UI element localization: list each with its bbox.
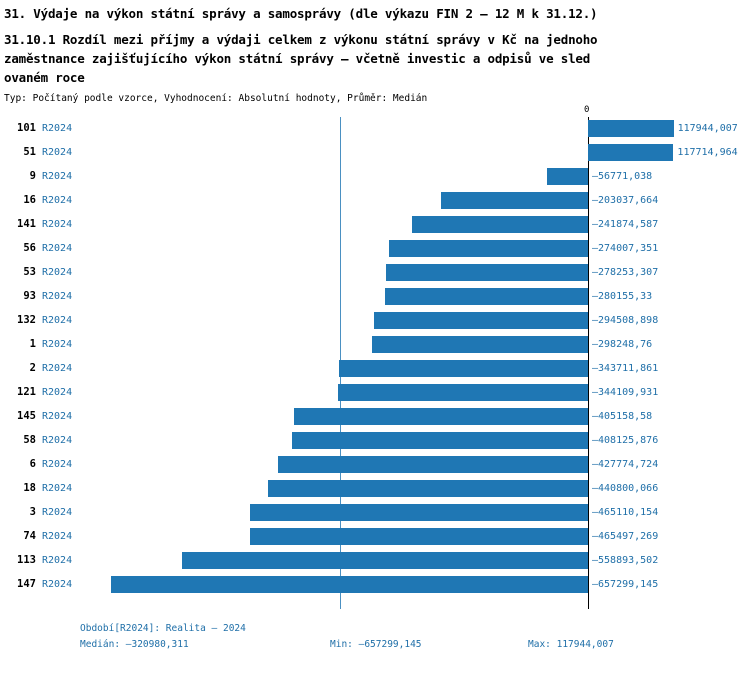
bar-value-label: –405158,58 xyxy=(592,411,653,422)
bar-value-label: –203037,664 xyxy=(592,195,659,206)
row-series-label: R2024 xyxy=(42,483,73,494)
bar-value-label: –657299,145 xyxy=(592,579,659,590)
bar xyxy=(588,120,674,137)
bar-value-label: –278253,307 xyxy=(592,267,659,278)
row-series-label: R2024 xyxy=(42,579,73,590)
row-series-label: R2024 xyxy=(42,291,73,302)
chart-subtitle xyxy=(0,22,750,87)
row-category-id: 56 xyxy=(23,242,36,254)
table-row xyxy=(0,165,750,189)
bar-rows xyxy=(0,117,750,617)
bar xyxy=(372,336,588,353)
bar-value-label: –558893,502 xyxy=(592,555,659,566)
legend-entry: Období[R2024]: Realita – 2024 xyxy=(80,623,246,634)
row-series-label: R2024 xyxy=(42,219,73,230)
median-value: Medián: –320980,311 xyxy=(80,639,189,650)
bar-value-label: –294508,898 xyxy=(592,315,659,326)
bar-value-label: 117714,964 xyxy=(677,147,738,158)
table-row xyxy=(0,549,750,573)
row-category-id: 58 xyxy=(23,434,36,446)
row-series-label: R2024 xyxy=(42,387,73,398)
table-row xyxy=(0,141,750,165)
bar xyxy=(338,384,588,401)
bar-value-label: –241874,587 xyxy=(592,219,659,230)
row-category-id: 16 xyxy=(23,194,36,206)
bar-value-label: –440800,066 xyxy=(592,483,659,494)
row-category-id: 18 xyxy=(23,482,36,494)
table-row xyxy=(0,381,750,405)
row-series-label: R2024 xyxy=(42,195,73,206)
subtitle-line-3: ovaném roce xyxy=(4,70,85,85)
row-category-id: 141 xyxy=(17,218,36,230)
bar xyxy=(268,480,588,497)
row-category-id: 113 xyxy=(17,554,36,566)
bar-value-label: –427774,724 xyxy=(592,459,659,470)
bar xyxy=(374,312,588,329)
row-category-id: 2 xyxy=(29,362,36,374)
bar-value-label: 117944,007 xyxy=(677,123,738,134)
row-series-label: R2024 xyxy=(42,315,73,326)
subtitle-line-1: 31.10.1 Rozdíl mezi příjmy a výdaji celkem z výkonu státní správy v Kč na jednoho xyxy=(4,32,598,47)
bar xyxy=(385,288,588,305)
bar-value-label: –344109,931 xyxy=(592,387,659,398)
row-series-label: R2024 xyxy=(42,267,73,278)
row-series-label: R2024 xyxy=(42,123,73,134)
bar xyxy=(386,264,588,281)
table-row xyxy=(0,453,750,477)
row-series-label: R2024 xyxy=(42,243,73,254)
row-category-id: 147 xyxy=(17,578,36,590)
row-category-id: 51 xyxy=(23,146,36,158)
bar xyxy=(294,408,588,425)
table-row xyxy=(0,333,750,357)
chart-plot-area xyxy=(0,105,750,617)
subtitle-line-2: zaměstnance zajišťujícího výkon státní správy – včetně investic a odpisů ve sled xyxy=(4,51,591,66)
chart-footer xyxy=(0,623,750,663)
table-row xyxy=(0,501,750,525)
row-category-id: 9 xyxy=(29,170,36,182)
row-category-id: 132 xyxy=(17,314,36,326)
bar-value-label: –465110,154 xyxy=(592,507,659,518)
table-row xyxy=(0,213,750,237)
bar xyxy=(389,240,588,257)
bar xyxy=(250,504,588,521)
row-series-label: R2024 xyxy=(42,531,73,542)
row-series-label: R2024 xyxy=(42,555,73,566)
row-series-label: R2024 xyxy=(42,507,73,518)
row-series-label: R2024 xyxy=(42,147,73,158)
bar-value-label: –408125,876 xyxy=(592,435,659,446)
page-title: 31. Výdaje na výkon státní správy a samosprávy (dle výkazu FIN 2 – 12 M k 31.12.) xyxy=(4,6,598,21)
row-category-id: 53 xyxy=(23,266,36,278)
bar-value-label: –56771,038 xyxy=(592,171,653,182)
table-row xyxy=(0,525,750,549)
table-row xyxy=(0,573,750,597)
table-row xyxy=(0,405,750,429)
table-row xyxy=(0,117,750,141)
bar-value-label: –298248,76 xyxy=(592,339,653,350)
bar xyxy=(547,168,588,185)
table-row xyxy=(0,357,750,381)
table-row xyxy=(0,429,750,453)
row-category-id: 145 xyxy=(17,410,36,422)
zero-axis-label: 0 xyxy=(584,105,590,115)
row-series-label: R2024 xyxy=(42,171,73,182)
bar xyxy=(441,192,588,209)
row-category-id: 74 xyxy=(23,530,36,542)
row-category-id: 3 xyxy=(29,506,36,518)
bar xyxy=(339,360,588,377)
row-category-id: 1 xyxy=(29,338,36,350)
row-series-label: R2024 xyxy=(42,363,73,374)
table-row xyxy=(0,285,750,309)
bar-value-label: –465497,269 xyxy=(592,531,659,542)
row-category-id: 93 xyxy=(23,290,36,302)
chart-meta: Typ: Počítaný podle vzorce, Vyhodnocení: Absolutní hodnoty, Průměr: Medián xyxy=(4,93,428,104)
table-row xyxy=(0,237,750,261)
bar xyxy=(278,456,588,473)
row-series-label: R2024 xyxy=(42,411,73,422)
table-row xyxy=(0,309,750,333)
row-series-label: R2024 xyxy=(42,339,73,350)
bar xyxy=(182,552,588,569)
bar-value-label: –280155,33 xyxy=(592,291,653,302)
min-value: Min: –657299,145 xyxy=(330,639,422,650)
max-value: Max: 117944,007 xyxy=(528,639,614,650)
row-category-id: 6 xyxy=(29,458,36,470)
bar xyxy=(111,576,588,593)
bar xyxy=(412,216,588,233)
row-series-label: R2024 xyxy=(42,435,73,446)
table-row xyxy=(0,189,750,213)
bar xyxy=(292,432,588,449)
bar xyxy=(250,528,588,545)
row-category-id: 121 xyxy=(17,386,36,398)
bar-value-label: –274007,351 xyxy=(592,243,659,254)
table-row xyxy=(0,477,750,501)
bar xyxy=(588,144,673,161)
row-category-id: 101 xyxy=(17,122,36,134)
row-series-label: R2024 xyxy=(42,459,73,470)
table-row xyxy=(0,261,750,285)
bar-value-label: –343711,861 xyxy=(592,363,659,374)
